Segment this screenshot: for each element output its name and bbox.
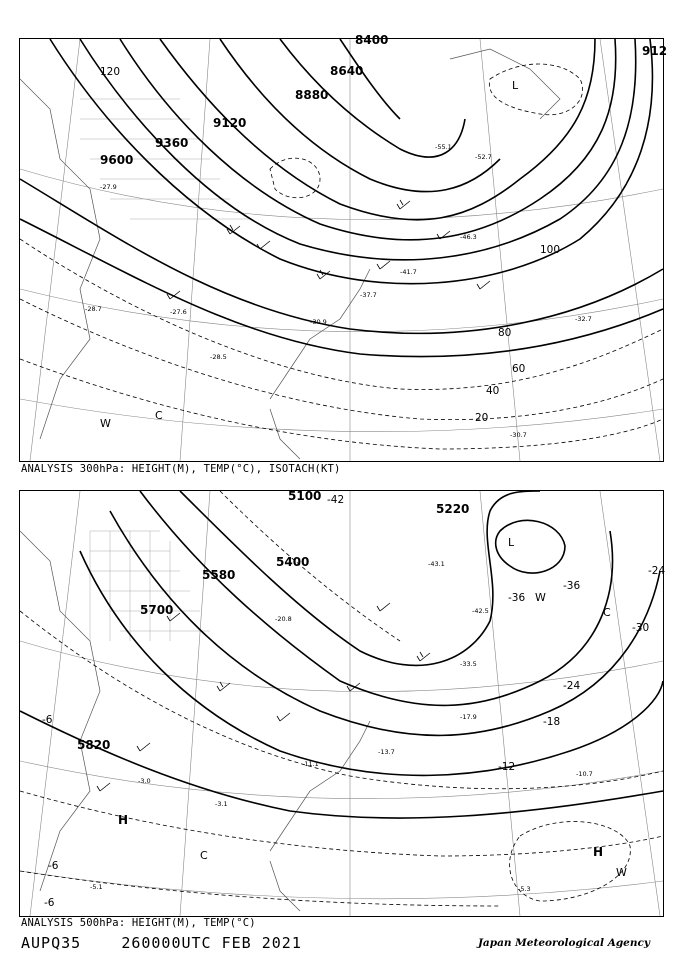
temp-sample: -32.7 [575, 315, 592, 323]
temp-sample: -3.1 [215, 800, 228, 808]
temp-sample: -5.1 [90, 883, 103, 891]
bulletin-datetime: 260000UTC FEB 2021 [121, 934, 302, 952]
chart-500hpa-map [20, 489, 666, 916]
caption-500hpa: ANALYSIS 500hPa: HEIGHT(M), TEMP(°C) [21, 917, 256, 929]
temp-label-minus18: -18 [543, 716, 561, 728]
isotach-label-100: 100 [540, 244, 561, 256]
temperature-contours-500 [20, 491, 666, 906]
temp-sample: -43.1 [428, 560, 445, 568]
temp-sample: -5.3 [518, 885, 531, 893]
temp-sample: -42.5 [472, 607, 489, 615]
temp-label-minus30: -30 [632, 622, 650, 634]
height-label-5820: 5820 [77, 738, 111, 752]
center-cold-500-a: C [200, 849, 208, 862]
chart-300hpa-map [20, 33, 668, 461]
center-low-300: L [512, 79, 519, 92]
temp-sample: -30.9 [310, 318, 327, 326]
center-cold-300: C [155, 409, 163, 422]
height-label-9120: 9120 [213, 116, 247, 130]
temp-sample: -55.1 [435, 143, 452, 151]
center-high-500-a: H [118, 813, 129, 827]
height-label-9360: 9360 [155, 136, 189, 150]
height-label-9600: 9600 [100, 153, 134, 167]
center-warm-300: W [100, 417, 111, 430]
agency-name: Japan Meteorological Agency [477, 937, 650, 949]
center-warm-500-a: W [535, 591, 546, 604]
bulletin-code: AUPQ35 [21, 934, 82, 952]
height-label-5100: 5100 [288, 489, 322, 503]
height-label-8400: 8400 [355, 33, 389, 47]
temp-sample: -13.7 [378, 748, 395, 756]
isotach-label-80: 80 [498, 327, 512, 339]
temp-label-minus6-a: -6 [42, 714, 53, 726]
chart-300hpa [19, 33, 668, 462]
coastline-500 [20, 531, 370, 911]
isotach-label-20: 20 [475, 412, 489, 424]
temp-sample: -28.7 [85, 305, 102, 313]
temp-sample: -46.3 [460, 233, 477, 241]
temp-label-minus24-b: -24 [648, 565, 666, 577]
isotach-label-40: 40 [486, 385, 500, 397]
caption-300hpa: ANALYSIS 300hPa: HEIGHT(M), TEMP(°C), ISOTACH(KT) [21, 463, 341, 475]
isotach-contours-300 [20, 64, 663, 449]
height-label-8880: 8880 [295, 88, 329, 102]
temp-label-minus24-a: -24 [563, 680, 581, 692]
temp-sample: -27.6 [170, 308, 187, 316]
temp-sample: -10.7 [576, 770, 593, 778]
temp-sample: -37.7 [360, 291, 377, 299]
height-label-5220: 5220 [436, 502, 470, 516]
temp-label-minus12: -12 [498, 761, 516, 773]
height-label-5580: 5580 [202, 568, 236, 582]
temp-label-minus6-c: -6 [48, 860, 59, 872]
temp-sample: -11.1 [302, 760, 319, 768]
temp-label-minus36-b: -36 [563, 580, 581, 592]
temp-label-minus6-b: -6 [44, 897, 55, 909]
temp-sample: -20.8 [275, 615, 292, 623]
wind-barbs-300 [167, 200, 490, 299]
bulletin-header [21, 934, 302, 952]
temp-label-minus42: -42 [327, 494, 345, 506]
temp-sample: -28.5 [210, 353, 227, 361]
temp-sample: -27.9 [100, 183, 117, 191]
isotach-label-60: 60 [512, 363, 526, 375]
temp-sample: -52.7 [475, 153, 492, 161]
hatch-500 [90, 531, 210, 641]
height-label-5400: 5400 [276, 555, 310, 569]
temp-label-minus36-a: -36 [508, 592, 526, 604]
temp-sample: -41.7 [400, 268, 417, 276]
graticule-300 [20, 39, 663, 461]
center-high-500-b: H [593, 845, 604, 859]
chart-500hpa [19, 490, 664, 917]
center-cold-500-b: C [603, 606, 611, 619]
temp-sample: -3.0 [138, 777, 151, 785]
height-label-8640: 8640 [330, 64, 364, 78]
temp-sample: -30.7 [510, 431, 527, 439]
isotach-label-120: 120 [100, 66, 121, 78]
height-label-912: 912 [642, 44, 668, 58]
center-low-500: L [508, 536, 515, 549]
height-contours-300 [20, 39, 663, 357]
temp-sample: -17.9 [460, 713, 477, 721]
height-label-5700: 5700 [140, 603, 174, 617]
temp-sample: -33.5 [460, 660, 477, 668]
center-warm-500-b: W [616, 866, 627, 879]
